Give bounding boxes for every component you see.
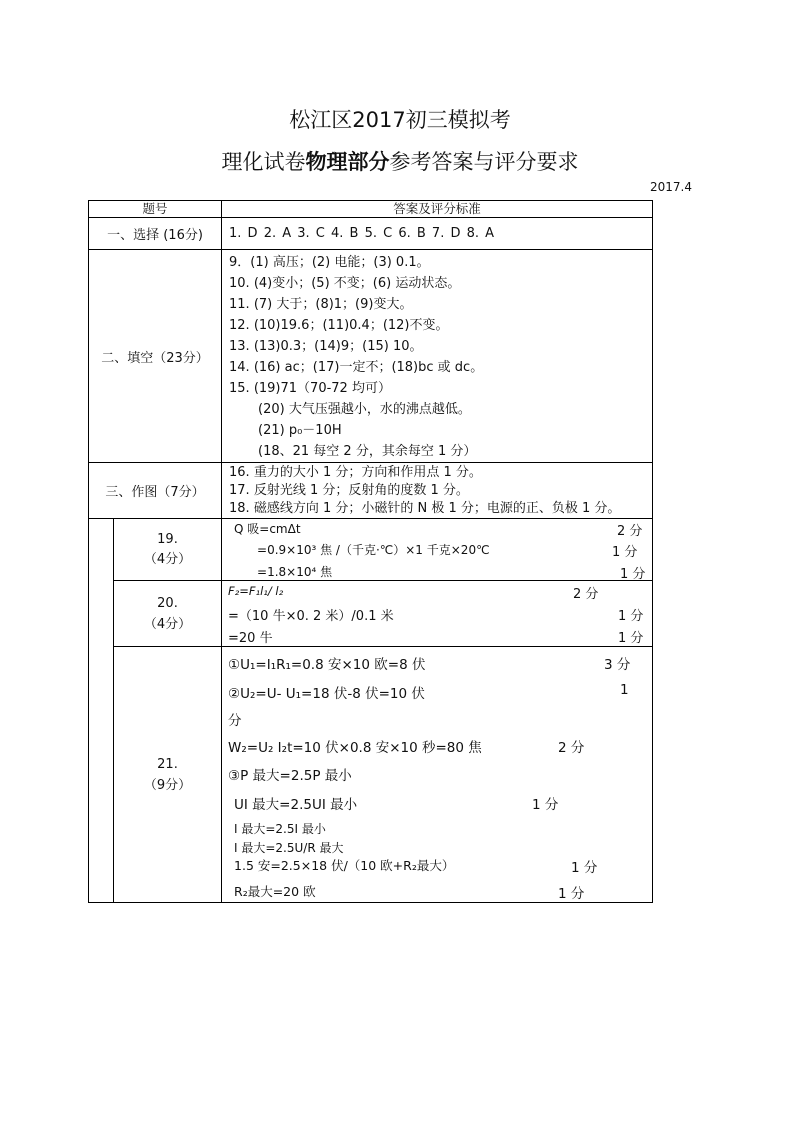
score: 1 分 <box>558 886 585 902</box>
section-label: 三、作图（7分） <box>89 463 222 519</box>
answer-cell <box>222 519 653 581</box>
answer-line: 18. 磁感线方向 1 分；小磁针的 N 极 1 分；电源的正、负极 1 分。 <box>229 501 621 516</box>
answer-line: 1.5 安=2.5×18 伏/（10 欧+R₂最大） <box>234 858 455 873</box>
score: 1 分 <box>571 860 598 876</box>
section-label: 二、填空（23分） <box>89 250 222 463</box>
answer-line: 17. 反射光线 1 分；反射角的度数 1 分。 <box>229 483 469 498</box>
answer-line: W₂=U₂ I₂t=10 伏×0.8 安×10 秒=80 焦 <box>228 740 482 756</box>
table-row <box>89 218 653 250</box>
score: 2 分 <box>573 587 599 602</box>
answer-line: =20 牛 <box>228 631 273 646</box>
answer-line: =0.9×10³ 焦 /（千克·℃）×1 千克×20℃ <box>257 543 490 557</box>
answer-line: 15. (19)71（70-72 均可） <box>229 381 391 396</box>
answer-line: 分 <box>228 713 242 729</box>
header-answer: 答案及评分标准 <box>222 201 653 218</box>
subtitle-part-2: 参考答案与评分要求 <box>389 150 579 174</box>
score: 1 分 <box>532 797 559 813</box>
answer-line: F₂=F₁l₁/ l₂ <box>228 584 284 598</box>
answer-line: ③P 最大=2.5P 最小 <box>228 768 352 784</box>
answer-line: I 最大=2.5U/R 最大 <box>234 841 344 855</box>
question-number: 21. <box>157 756 178 772</box>
document-title: 松江区2017初三模拟考 <box>289 108 511 132</box>
answer-line: =1.8×10⁴ 焦 <box>257 565 333 579</box>
answer-cell <box>222 218 653 250</box>
question-number-cell <box>114 581 222 647</box>
blank-column <box>89 519 114 903</box>
question-points: （4分） <box>143 616 192 632</box>
answer-line: 9．(1) 高压；(2) 电能；(3) 0.1。 <box>229 255 430 270</box>
question-number: 19. <box>157 531 178 547</box>
score: 1 分 <box>620 567 646 582</box>
answer-cell <box>222 647 653 903</box>
answer-line: ①U₁=I₁R₁=0.8 安×10 欧=8 伏 <box>228 657 426 673</box>
score: 1 <box>620 682 629 698</box>
table-header-row <box>89 201 653 218</box>
answer-line: =（10 牛×0. 2 米）/0.1 米 <box>228 609 394 624</box>
document-subtitle <box>0 146 800 176</box>
question-number-cell <box>114 519 222 581</box>
question-number-cell <box>114 647 222 903</box>
answer-line: (20) 大气压强越小，水的沸点越低。 <box>258 402 471 417</box>
subtitle-part-1: 理化试卷 <box>221 150 306 174</box>
answer-line: 16. 重力的大小 1 分；方向和作用点 1 分。 <box>229 465 482 480</box>
answer-line: 12. (10)19.6；(11)0.4；(12)不变。 <box>229 318 449 333</box>
table-row <box>89 463 653 519</box>
question-points: （4分） <box>143 551 192 567</box>
answer-line: UI 最大=2.5UI 最小 <box>234 797 358 813</box>
answer-line: (21) p₀－10H <box>258 423 342 438</box>
subtitle-bold-part: 物理部分 <box>305 150 390 174</box>
section-label: 一、选择 (16分) <box>89 218 222 250</box>
score: 1 分 <box>618 609 644 624</box>
answer-cell <box>222 463 653 519</box>
answer-table <box>88 200 653 903</box>
table-row <box>89 581 653 647</box>
score: 2 分 <box>617 524 643 539</box>
score: 1 分 <box>618 631 644 646</box>
score: 3 分 <box>604 657 631 673</box>
document-date: 2017.4 <box>650 180 692 194</box>
header-question: 题号 <box>89 201 222 218</box>
score: 2 分 <box>558 740 585 756</box>
answer-line: ②U₂=U- U₁=18 伏-8 伏=10 伏 <box>228 686 425 702</box>
table-row <box>89 519 653 581</box>
question-number: 20. <box>157 595 178 611</box>
answer-line: R₂最大=20 欧 <box>234 884 316 899</box>
answer-line: Q 吸=cmΔt <box>234 522 301 536</box>
answer-cell <box>222 581 653 647</box>
answer-line: 14. (16) ac；(17)一定不；(18)bc 或 dc。 <box>229 360 484 375</box>
table-row <box>89 250 653 463</box>
answer-line: 11. (7) 大于；(8)1；(9)变大。 <box>229 297 413 312</box>
answer-cell <box>222 250 653 463</box>
answer-line: (18、21 每空 2 分，其余每空 1 分） <box>258 444 477 459</box>
answer-line: 13. (13)0.3；(14)9；(15) 10。 <box>229 339 423 354</box>
answer-line: 10. (4)变小；(5) 不变；(6) 运动状态。 <box>229 276 461 291</box>
question-points: （9分） <box>143 777 192 793</box>
answer-line: I 最大=2.5I 最小 <box>234 822 326 836</box>
answer-line: 1. D 2. A 3. C 4. B 5. C 6. B 7. D 8. A <box>229 226 495 241</box>
score: 1 分 <box>612 545 638 560</box>
table-row <box>89 647 653 903</box>
